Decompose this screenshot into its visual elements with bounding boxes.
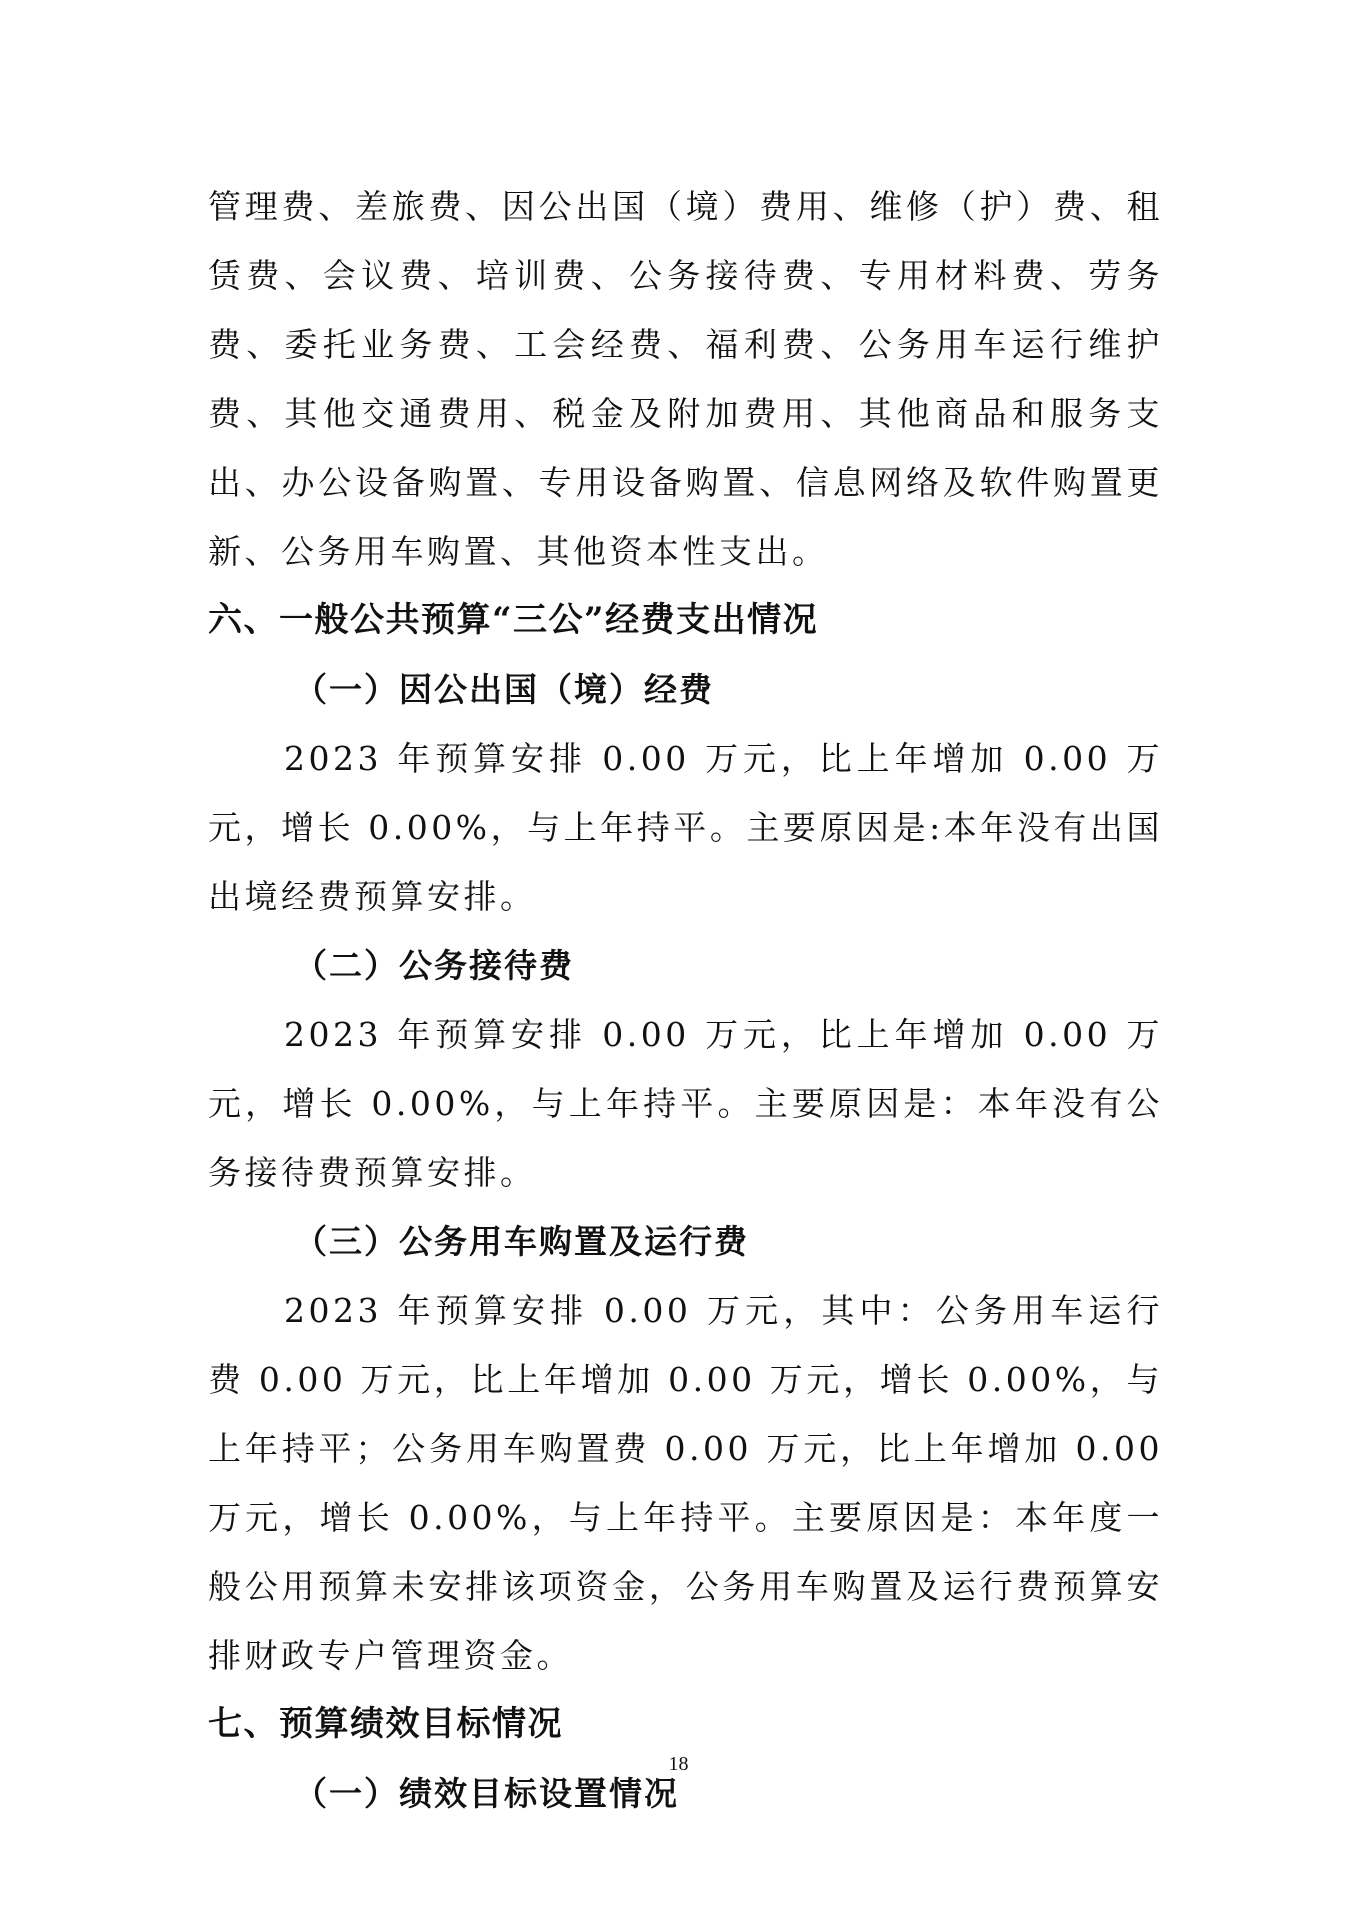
subheading-official-vehicles: （三）公务用车购置及运行费 — [294, 1222, 749, 1261]
official-reception-paragraph: 2023 年预算安排 0.00 万元，比上年增加 0.00 万元，增长 0.00%，与上年持平。主要原因是：本年没有公务接待费预算安排。 — [208, 1015, 1163, 1192]
document-body — [208, 172, 1163, 1828]
expense-list-paragraph: 管理费、差旅费、因公出国（境）费用、维修（护）费、租赁费、会议费、培训费、公务接待费、专用材料费、劳务费、委托业务费、工会经费、福利费、公务用车运行维护费、其他交通费用、税金及附加费用、其他商品和服务支出、办公设备购置、专用设备购置、信息网络及软件购置更新、公务用车购置、其他资本性支出。 — [208, 187, 1163, 571]
official-vehicles-paragraph: 2023 年预算安排 0.00 万元，其中：公务用车运行费 0.00 万元，比上年增加 0.00 万元，增长 0.00%，与上年持平；公务用车购置费 0.00 万元，比上年增加 0.00 万元，增长 0.00%，与上年持平。主要原因是：本年度一般公用预算未安排该项资金，公务用车购置及运行费预算安排财政专户管理资金。 — [208, 1291, 1163, 1675]
subheading-overseas-travel: （一）因公出国（境）经费 — [294, 670, 714, 709]
section-heading-six: 六、一般公共预算“三公”经费支出情况 — [208, 600, 819, 640]
subheading-official-reception: （二）公务接待费 — [294, 946, 574, 985]
subheading-performance-targets: （一）绩效目标设置情况 — [294, 1774, 679, 1813]
overseas-travel-paragraph: 2023 年预算安排 0.00 万元，比上年增加 0.00 万元，增长 0.00%，与上年持平。主要原因是:本年没有出国出境经费预算安排。 — [208, 739, 1163, 916]
section-heading-seven: 七、预算绩效目标情况 — [208, 1704, 563, 1744]
page-number: 18 — [668, 1753, 689, 1775]
